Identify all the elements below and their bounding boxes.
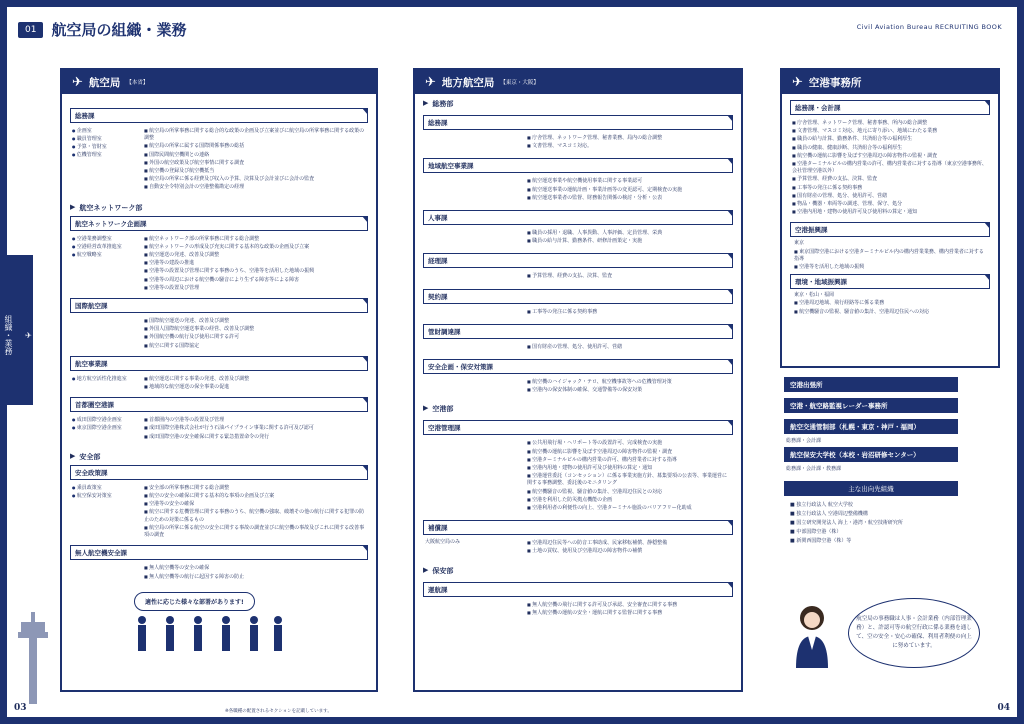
column-tag: 【本省】 bbox=[126, 80, 149, 86]
duty-item: ■ 外国の航空政策及び航空事情に関する調査 bbox=[144, 159, 366, 167]
duty-item: ■ 航空局の所掌事務に関する総合的な政策の企画及び立案並びに航空局の所掌事務に関する政策の調整 bbox=[144, 127, 366, 142]
division-bar: 補償課 bbox=[423, 520, 733, 535]
secondment-item: ■ 国立研究開発法人 海上・港湾・航空技術研究所 bbox=[790, 520, 903, 526]
duty-item: ■ 航空に関する国際協定 bbox=[144, 342, 366, 350]
department-heading: ▶ 保安部 bbox=[423, 565, 454, 575]
division-bar: 契約課 bbox=[423, 289, 733, 304]
duty-item: ■ 国有財産の管理、処分、使用許可、営繕 bbox=[527, 343, 731, 351]
duty-item: ■ 航空運送に関する事業の発達、改善及び調整 bbox=[144, 375, 366, 383]
duty-list bbox=[144, 127, 366, 192]
division-bar: 空港振興課 bbox=[790, 222, 990, 237]
office-sub-label: 東京 bbox=[794, 240, 805, 247]
office-item bbox=[425, 439, 521, 512]
department-heading: ▶ 空港部 bbox=[423, 404, 454, 414]
secondment-item: ■ 独立行政法人 空港周辺整備機構 bbox=[790, 511, 868, 517]
office-list bbox=[72, 484, 138, 539]
duty-item: ■ 物品・機器・車両等の調達、管理、保守、処分 bbox=[792, 200, 988, 208]
duty-item: ■ 文書管理、マスコミ対応。 bbox=[527, 142, 731, 150]
office-item bbox=[425, 378, 521, 394]
office-item bbox=[425, 601, 521, 617]
division-bar: 管財調達課 bbox=[423, 324, 733, 339]
office-list bbox=[72, 416, 138, 441]
office-item: ● 航空保安対策室 bbox=[72, 492, 138, 500]
speech-bubble-small: 適性に応じた様々な部署があります! bbox=[134, 592, 255, 611]
duty-item: ■ 航空に関する危機管理に関する事務のうち、航空機の強取、破壊その他の航行に関する犯罪の防止のための対策に係るもの bbox=[144, 508, 366, 523]
duty-item: ■ 公共用飛行場・ヘリポート等の設置許可、完成検査の実施 bbox=[527, 439, 731, 447]
duty-list bbox=[144, 416, 366, 441]
column-title: 空港事務所 bbox=[808, 76, 862, 89]
duty-item: ■ 無人航空機の運航の安全・運航に関する監督に関する事務 bbox=[527, 609, 731, 617]
office-item: ● 乗員政策室 bbox=[72, 484, 138, 492]
duty-item: ■ 安全部の所掌事務に関する総合調整 bbox=[144, 484, 366, 492]
duty-item: ■ 庁舎管理、ネットワーク管理、秘書業務、局内の総合調整 bbox=[527, 134, 731, 142]
airplane-icon: ✈ bbox=[72, 74, 83, 90]
division-bar: 航空ネットワーク企画課 bbox=[70, 216, 368, 231]
division-bar: 環境・地域振興課 bbox=[790, 274, 990, 289]
duty-item: ■ 文書管理、マスコミ対応、地元に寄り添い、地域にわたる業務 bbox=[792, 127, 988, 135]
duty-item: ■ 外国人国際航空運送事業の経営、改善及び調整 bbox=[144, 325, 366, 333]
division-bar: 航空事業課 bbox=[70, 356, 368, 371]
duty-list bbox=[794, 248, 986, 272]
section-number: 01 bbox=[18, 22, 43, 38]
duty-item: ■ 航空機の運航に影響を及ぼす空港周辺の障害物件の監視・調査 bbox=[792, 152, 988, 160]
office-item: ● 成田国際空港企画室 bbox=[72, 416, 138, 424]
duty-item: ■ 成田国際空港の安全確保に関する緊急措置命令の発行 bbox=[144, 433, 366, 441]
side-tab bbox=[4, 255, 33, 405]
duty-item: ■ 航空ネットワークの形成及び充実に関する基本的な政策の企画及び立案 bbox=[144, 243, 366, 251]
staff-illustration bbox=[128, 612, 288, 660]
office-item: ● 危機管理室 bbox=[72, 151, 138, 159]
duty-item: ■ 空港等の設置及び管理 bbox=[144, 284, 366, 292]
duty-item: ■ 成田国際空港株式会社が行う石油パイプライン事業に関する許可及び認可 bbox=[144, 424, 366, 432]
division-bar: 首都圏空港課 bbox=[70, 397, 368, 412]
airplane-icon: ✈ bbox=[425, 74, 436, 90]
duty-item: ■ 空港周辺地域、飛行経路等に係る業務 bbox=[794, 299, 986, 307]
duty-item: ■ 職員の健康、健康診断、共済組合等の福利厚生 bbox=[792, 144, 988, 152]
duty-item: ■ 空港運営委託（コンセッション）に係る事業実施方針、募集要項の公表等、事業運営に関する事務調整、委託後のモニタリング bbox=[527, 472, 731, 487]
duty-item: ■ 空港内の保安体制の確保、交通警備等の保安対策 bbox=[527, 386, 731, 394]
duty-item: ■ 職員の採用・退職、人事異動、人事評価、定員管理、栄典 bbox=[527, 229, 731, 237]
duty-item: ■ 首都圏内の空港等の設置及び管理 bbox=[144, 416, 366, 424]
duty-item: ■ 航空運送の発達、改善及び調整 bbox=[144, 251, 366, 259]
duty-item: ■ 国際航空運送の発達、改善及び調整 bbox=[144, 317, 366, 325]
column-header bbox=[415, 70, 741, 94]
duty-item: ■ 無人航空機の飛行に関する許可及び承認、安全審査に関する事務 bbox=[527, 601, 731, 609]
duty-item: ■ 航空局の所掌に係る航空の安全に関する事故の調査並びに航空機の事故及びこれに関する改善事項の調査 bbox=[144, 524, 366, 539]
office-item bbox=[425, 177, 521, 202]
office-item bbox=[425, 229, 521, 245]
secondment-item: ■ 中部国際空港（株） bbox=[790, 529, 842, 535]
office-list bbox=[72, 127, 138, 192]
office-sub-label: 東京・松山・福岡 bbox=[794, 292, 835, 299]
duty-list bbox=[527, 229, 731, 245]
division-bar: 人事課 bbox=[423, 210, 733, 225]
duty-item: ■ 空港周辺住民等への防音工事助成、民家移転補償、静穏整備 bbox=[527, 539, 731, 547]
duty-item: ■ 空港内用地・建物の使用許可及び使用料の算定・通知 bbox=[792, 208, 988, 216]
department-heading: ▶ 総務部 bbox=[423, 99, 454, 108]
office-list bbox=[72, 375, 138, 391]
office-item: ● 空港経営改革推進室 bbox=[72, 243, 138, 251]
footnote: ※各職種の配置されるセクションを記載しています。 bbox=[225, 709, 332, 714]
duty-list bbox=[527, 539, 731, 555]
division-bar: 安全企画・保安対策課 bbox=[423, 359, 733, 374]
column-title: 地方航空局 bbox=[441, 76, 495, 89]
division-bar: 運航課 bbox=[423, 582, 733, 597]
secondment-item: ■ 独立行政法人 航空大学校 bbox=[790, 502, 853, 508]
duty-item: ■ 庁舎管理、ネットワーク管理、秘書事務、所内の総合調整 bbox=[792, 119, 988, 127]
column-tag: 【東京・大阪】 bbox=[500, 80, 539, 86]
division-bar: 総務課 bbox=[70, 108, 368, 123]
division-bar: 経理課 bbox=[423, 253, 733, 268]
office-item bbox=[425, 134, 521, 150]
duty-item: ■ 空港等を活用した地域の振興 bbox=[794, 263, 986, 271]
staff-avatar bbox=[790, 602, 834, 668]
duty-item: ■ 自動安全令特別会計の空港整備勘定の経理 bbox=[144, 183, 366, 191]
side-tab-label: 組織・業務 bbox=[4, 315, 13, 355]
office-sub-label: 総務課・会計課・教務課 bbox=[786, 466, 842, 472]
duty-item: ■ 無人航空機等の安全の確保 bbox=[144, 564, 366, 572]
duty-list bbox=[144, 484, 366, 539]
duty-item: ■ 空港ターミナルビルの構内営業の許可、構内営業者に対する指導 bbox=[527, 456, 731, 464]
office-item: ● 企画室 bbox=[72, 127, 138, 135]
column-header bbox=[782, 70, 998, 94]
airplane-icon: ✈ bbox=[792, 74, 803, 90]
office-item bbox=[425, 343, 521, 351]
duty-item: ■ 職員の給与計算、勤務条件、研修計画策定・実施 bbox=[527, 237, 731, 245]
page-header bbox=[18, 19, 186, 40]
duty-item: ■ 航空機の運航に影響を及ぼす空港周辺の障害物件の監視・調査 bbox=[527, 448, 731, 456]
speech-bubble: 航空局の事務職は人事・会計業務（内部管理業務）と、許認可等の航空行政に係る業務を通して、空の安全・安心の確保、利用者利便の向上に努めています。 bbox=[848, 598, 980, 668]
duty-item: ■ 航空の安全の確保に関する基本的な事項の企画及び立案 bbox=[144, 492, 366, 500]
book-title: Civil Aviation Bureau RECRUITING BOOK bbox=[856, 23, 1002, 31]
duty-item: ■ 航空ネットワーク部の所掌事務に関する総合調整 bbox=[144, 235, 366, 243]
office-item bbox=[425, 272, 521, 280]
control-tower-icon bbox=[18, 612, 48, 704]
duty-list bbox=[527, 439, 731, 512]
duty-list bbox=[527, 601, 731, 617]
column-header bbox=[62, 70, 376, 94]
duty-list bbox=[527, 177, 731, 202]
duty-item: ■ 工事等の発注に係る契約事務 bbox=[792, 184, 988, 192]
secondment-list bbox=[784, 496, 958, 551]
duty-item: ■ 航空機のハイジャック・テロ、航空機事故等への危機管理対策 bbox=[527, 378, 731, 386]
office-bar: 航空交通管制部（札幌・東京・神戸・福岡） bbox=[784, 419, 958, 434]
office-item: ● 職員管理室 bbox=[72, 135, 138, 143]
department-heading: ▶ 航空ネットワーク部 bbox=[70, 202, 143, 212]
office-sub-label: 総務課・会計課 bbox=[786, 438, 822, 444]
duty-item: ■ 外国航空機の航行及び使用に関する許可 bbox=[144, 333, 366, 341]
division-bar: 無人航空機安全課 bbox=[70, 545, 368, 560]
duty-item: ■ 職員の給与計算、勤務条件、共済組合等の福利厚生 bbox=[792, 135, 988, 143]
duty-list bbox=[144, 317, 366, 350]
office-item: ● 予算・管財室 bbox=[72, 143, 138, 151]
duty-item: ■ 空港ターミナルビルの構内営業の許可、構内営業者に対する指導（東京空港事務所、会社管理空港以外） bbox=[792, 160, 988, 175]
duty-list bbox=[144, 564, 366, 580]
airplane-icon: ✈ bbox=[24, 330, 33, 340]
duty-item: ■ 航空機騒音の監視、騒音値の集計、空港周辺住民との対応 bbox=[527, 488, 731, 496]
duty-item: ■ 航空運送事業の運航計画・事業計画等の変更認可、定期検査の実施 bbox=[527, 186, 731, 194]
duty-item: ■ 空港等の建設の推進 bbox=[144, 259, 366, 267]
page-title: 航空局の組織・業務 bbox=[51, 21, 187, 39]
office-bar: 空港出張所 bbox=[784, 377, 958, 392]
secondment-title: 主な出向先組織 bbox=[784, 481, 958, 496]
page-number-right: 04 bbox=[997, 703, 1010, 713]
duty-item: ■ 航空運送事業や航空機使用事業に関する事業認可 bbox=[527, 177, 731, 185]
duty-list bbox=[527, 378, 731, 394]
column-airport-office bbox=[780, 68, 1000, 368]
duty-item: ■ 東京国際空港における空港ターミナルビル内の構内営業業務、構内営業者に対する指導 bbox=[794, 248, 986, 263]
duty-item: ■ 航空運送事業者の監督、財務報告関係の検討・分析・公表 bbox=[527, 194, 731, 202]
office-bar: 航空保安大学校（本校・岩沼研修センター） bbox=[784, 447, 958, 462]
office-bar: 空港・航空路監視レーダー事務所 bbox=[784, 398, 958, 413]
secondment-item: ■ 新関西国際空港（株）等 bbox=[790, 538, 852, 544]
duty-item: ■ 航空局の所掌に属する国際関係事務の総括 bbox=[144, 142, 366, 150]
duty-item: ■ 空港を利用した防災拠点機能の企画 bbox=[527, 496, 731, 504]
duty-list bbox=[794, 299, 986, 315]
other-offices bbox=[784, 377, 958, 551]
division-bar: 安全政策課 bbox=[70, 465, 368, 480]
office-item: ● 航空戦略室 bbox=[72, 251, 138, 259]
office-item: ● 空港業務調整室 bbox=[72, 235, 138, 243]
duty-list bbox=[792, 119, 988, 216]
column-title: 航空局 bbox=[88, 76, 121, 89]
office-list bbox=[72, 235, 138, 292]
duty-item: ■ 空港内用地・建物の使用許可及び使用料の算定・通知 bbox=[527, 464, 731, 472]
duty-list bbox=[144, 235, 366, 292]
duty-list bbox=[527, 134, 731, 150]
duty-item: ■ 予算管理、経費の支払、決算、監査 bbox=[527, 272, 731, 280]
duty-list bbox=[527, 343, 731, 351]
page-number-left: 03 bbox=[14, 703, 27, 713]
division-bar: 総務課 bbox=[423, 115, 733, 130]
duty-item: ■ 予算管理、経費の支払、決算、監査 bbox=[792, 175, 988, 183]
column-regional-bureau bbox=[413, 68, 743, 692]
duty-item: ■ 空港等の安全の確保 bbox=[144, 500, 366, 508]
duty-list bbox=[527, 272, 731, 280]
office-item: 大阪航空局のみ bbox=[425, 539, 461, 546]
duty-item: ■ 空港等の設置及び管理に関する事務のうち、空港等を活用した地域の振興 bbox=[144, 267, 366, 275]
duty-item: ■ 無人航空機等の航行に起因する障害の防止 bbox=[144, 573, 366, 581]
department-heading: ▶ 安全部 bbox=[70, 451, 101, 461]
office-item bbox=[425, 308, 521, 316]
office-item: ● 地方航空活性化推進室 bbox=[72, 375, 138, 383]
duty-item: ■ 土地の買収、使用及び空港周辺の障害物件の補償 bbox=[527, 547, 731, 555]
duty-item: ■ 国際民間航空機関との連絡 bbox=[144, 151, 366, 159]
duty-item: ■ 空港利用者の利便性の向上、空港ターミナル施設のバリアフリー化助成 bbox=[527, 504, 731, 512]
office-list bbox=[72, 317, 138, 350]
duty-list bbox=[527, 308, 731, 316]
duty-item: ■ 地域的な航空運送の保全事業の促進 bbox=[144, 383, 366, 391]
office-list bbox=[72, 564, 138, 580]
duty-list bbox=[144, 375, 366, 391]
duty-item: ■ 空港等の周辺における航空機の騒音により生ずる障害等による障害 bbox=[144, 276, 366, 284]
division-bar: 総務課・会計課 bbox=[790, 100, 990, 115]
duty-item: ■ 航空局の所掌に係る経費及び収入の予算、決算及び会計並びに会計の監査 bbox=[144, 175, 366, 183]
duty-item: ■ 工事等の発注に係る契約事務 bbox=[527, 308, 731, 316]
division-bar: 地域航空事業課 bbox=[423, 158, 733, 173]
division-bar: 国際航空課 bbox=[70, 298, 368, 313]
duty-item: ■ 国有財産の管理、処分、使用許可、営繕 bbox=[792, 192, 988, 200]
office-item: ● 東京国際空港企画室 bbox=[72, 424, 138, 432]
division-bar: 空港管理課 bbox=[423, 420, 733, 435]
duty-item: ■ 航空機騒音の監視、騒音値の集計、空港周辺住民への対応 bbox=[794, 308, 986, 316]
duty-item: ■ 航空機の登録及び航空機抵当 bbox=[144, 167, 366, 175]
